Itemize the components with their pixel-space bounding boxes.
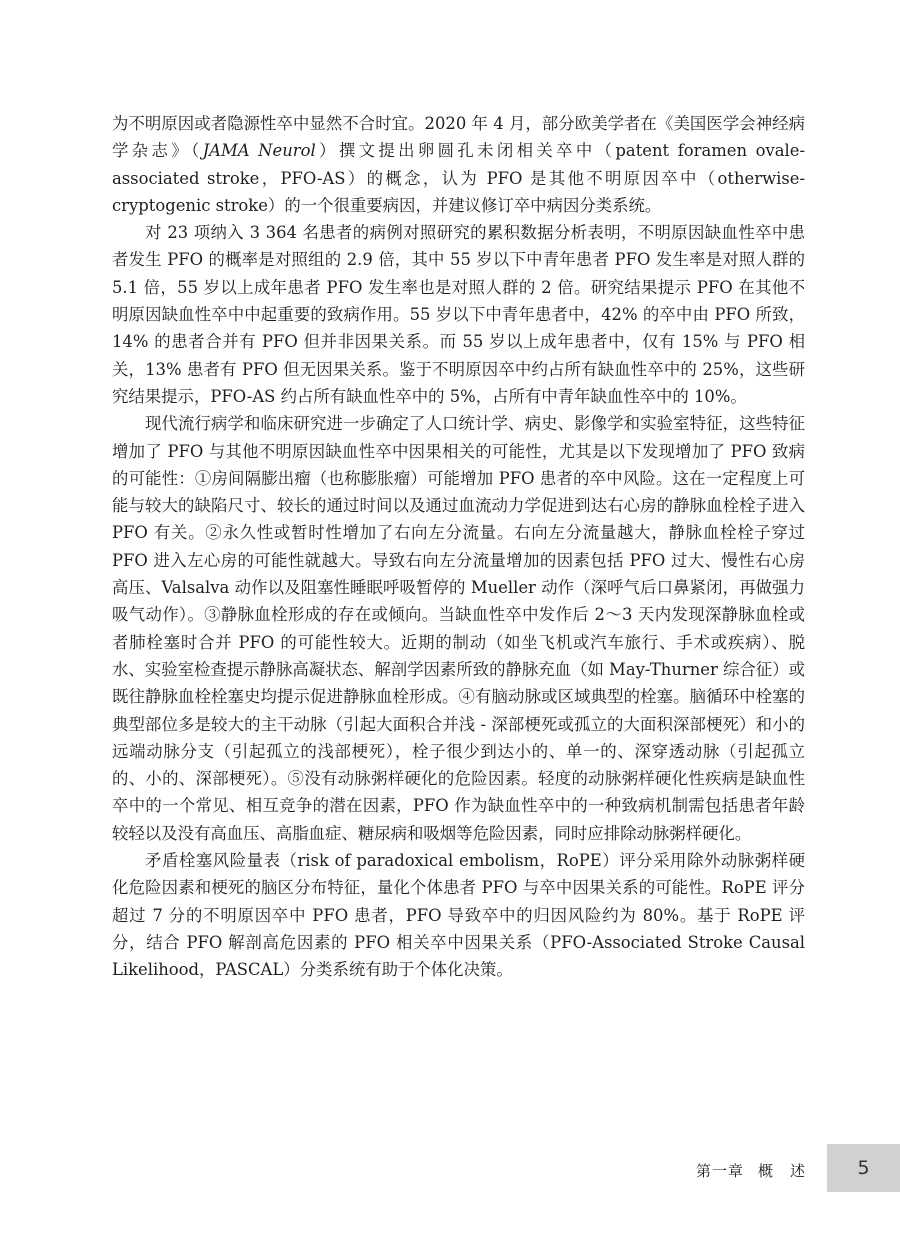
- body-paragraph: [112, 847, 805, 983]
- page-body: [112, 110, 805, 984]
- footer-section: 概 述: [758, 1162, 807, 1180]
- body-paragraph: [112, 410, 805, 847]
- running-footer: [696, 1160, 806, 1181]
- body-paragraph: [112, 219, 805, 410]
- page-number-box: [827, 1144, 900, 1192]
- footer-chapter: 第一章: [696, 1162, 745, 1180]
- body-paragraph: [112, 110, 805, 219]
- text-segment: 矛盾栓塞风险量表（risk of paradoxical embolism，RoPE）评分采用除外动脉粥样硬化危险因素和梗死的脑区分布特征，量化个体患者 PFO 与卒中因果关系的可能性。RoPE 评分超过 7 分的不明原因卒中 PFO 患者，PFO 导致卒中的归因风险约为 80%。基于 RoPE 评分，结合 PFO 解剖高危因素的 PFO 相关卒中因果关系（PFO-Associated Stroke Causal Likelihood，PASCAL）分类系统有助于个体化决策。: [112, 851, 805, 980]
- text-segment: 为不明原因或者隐源性卒中显然不合时宜。2020 年 4 月，部分欧美学者在《美国医学会神经病学杂志》（: [112, 114, 805, 161]
- text-segment: 现代流行病学和临床研究进一步确定了人口统计学、病史、影像学和实验室特征，这些特征增加了 PFO 与其他不明原因缺血性卒中因果相关的可能性，尤其是以下发现增加了 PFO 致病的可能性：①房间隔膨出瘤（也称膨胀瘤）可能增加 PFO 患者的卒中风险。这在一定程度上可能与较大的缺陷尺寸、较长的通过时间以及通过血流动力学促进到达右心房的静脉血栓栓子进入 PFO 有关。②永久性或暂时性增加了右向左分流量。右向左分流量越大，静脉血栓栓子穿过 PFO 进入左心房的可能性就越大。导致右向左分流量增加的因素包括 PFO 过大、慢性右心房高压、Valsalva 动作以及阻塞性睡眠呼吸暂停的 Mueller 动作（深呼气后口鼻紧闭，再做强力吸气动作）。③静脉血栓形成的存在或倾向。当缺血性卒中发作后 2～3 天内发现深静脉血栓或者肺栓塞时合并 PFO 的可能性较大。近期的制动（如坐飞机或汽车旅行、手术或疾病）、脱水、实验室检查提示静脉高凝状态、解剖学因素所致的静脉充血（如 May-Thurner 综合征）或既往静脉血栓栓塞史均提示促进静脉血栓形成。④有脑动脉或区域典型的栓塞。脑循环中栓塞的典型部位多是较大的主干动脉（引起大面积合并浅 - 深部梗死或孤立的大面积深部梗死）和小的远端动脉分支（引起孤立的浅部梗死），栓子很少到达小的、单一的、深穿透动脉（引起孤立的、小的、深部梗死）。⑤没有动脉粥样硬化的危险因素。轻度的动脉粥样硬化性疾病是缺血性卒中的一个常见、相互竞争的潜在因素，PFO 作为缺血性卒中的一种致病机制需包括患者年龄较轻以及没有高血压、高脂血症、糖尿病和吸烟等危险因素，同时应排除动脉粥样硬化。: [112, 414, 805, 843]
- italic-text-segment: JAMA Neurol: [202, 141, 316, 161]
- text-segment: ）撰文提出卵圆孔未闭相关卒中（patent foramen ovale-associated stroke，PFO-AS）的概念，认为 PFO 是其他不明原因卒中（otherwise-cryptogenic stroke）的一个很重要病因，并建议修订卒中病因分类系统。: [112, 141, 805, 215]
- page-number: 5: [857, 1157, 870, 1179]
- text-segment: 对 23 项纳入 3 364 名患者的病例对照研究的累积数据分析表明，不明原因缺血性卒中患者发生 PFO 的概率是对照组的 2.9 倍，其中 55 岁以下中青年患者 PFO 发生率是对照人群的 5.1 倍，55 岁以上成年患者 PFO 发生率也是对照人群的 2 倍。研究结果提示 PFO 在其他不明原因缺血性卒中中起重要的致病作用。55 岁以下中青年患者中，42% 的卒中由 PFO 所致，14% 的患者合并有 PFO 但并非因果关系。而 55 岁以上成年患者中，仅有 15% 与 PFO 相关，13% 患者有 PFO 但无因果关系。鉴于不明原因卒中约占所有缺血性卒中的 25%，这些研究结果提示，PFO-AS 约占所有缺血性卒中的 5%，占所有中青年缺血性卒中的 10%。: [112, 223, 805, 406]
